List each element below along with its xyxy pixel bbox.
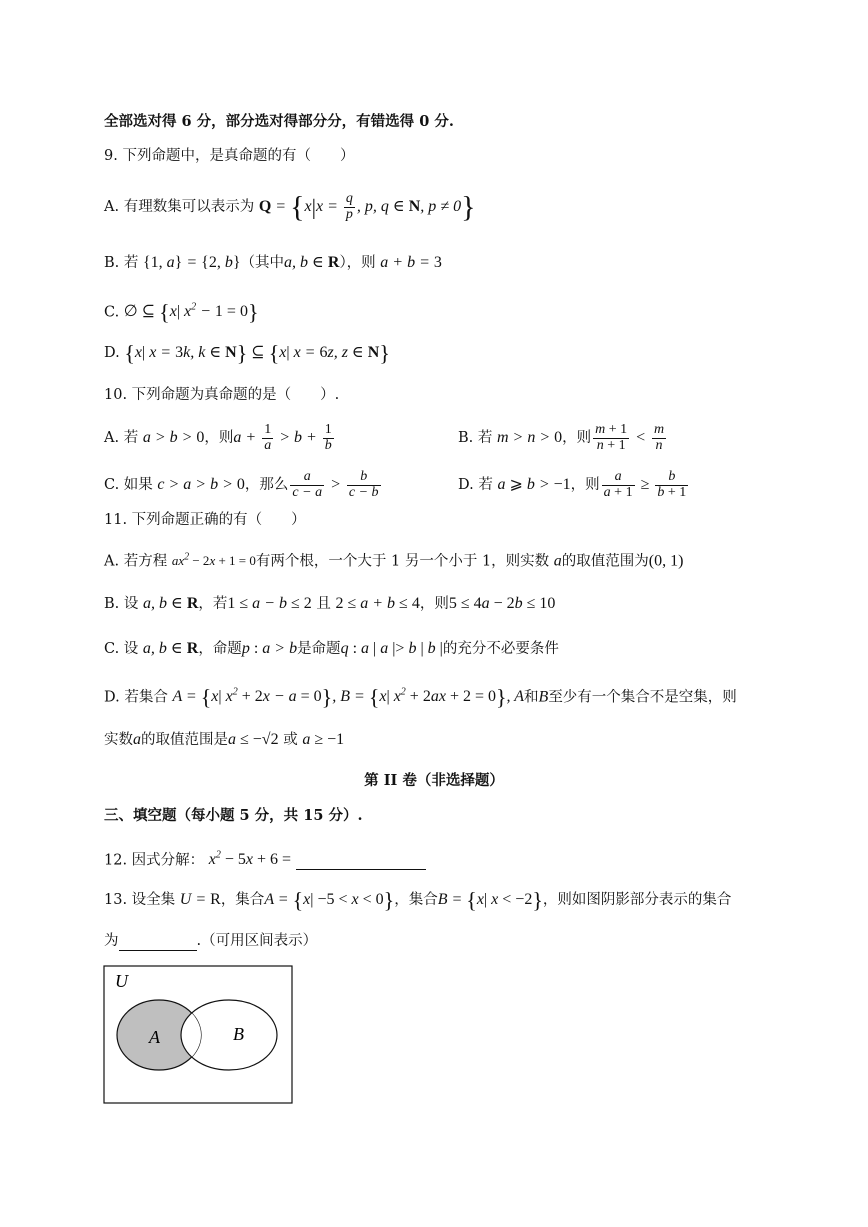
q9-b-formula1: {1, a} = {2, b}: [142, 254, 241, 271]
q11-option-b: [104, 594, 555, 614]
q11-c-vars: a, b ∈ R: [142, 640, 199, 657]
q11-d-b: B: [538, 688, 549, 706]
q11-option-d: [104, 683, 737, 708]
q10-d-formula: $\frac{a}{a + 1}$ ≥ $\frac{b}{b + 1}$: [603, 469, 687, 500]
q10-d-label: D. 若: [458, 476, 493, 493]
q11-c-end: 的充分不必要条件: [442, 641, 559, 657]
q10-c-then: ，那么: [244, 476, 289, 493]
q11-a-range: (0, 1): [648, 552, 684, 570]
q9-stem: 9. 下列命题中，是真命题的有（ ）: [104, 148, 355, 164]
q11-a-end: 的取值范围为: [561, 553, 649, 570]
q11-a-eq: $ax^2 - 2x + 1 = 0$: [171, 552, 256, 569]
venn-set-a-label: A: [149, 1027, 160, 1047]
venn-diagram: [103, 965, 295, 1105]
q9-b-mid: （其中: [240, 255, 285, 271]
q11-d-line2-range-label: 的取值范围是: [141, 732, 228, 748]
q10-option-d: [458, 470, 690, 500]
q11-option-d-line2: [104, 730, 344, 750]
q10-a-then: ，则: [204, 429, 234, 446]
q11-a-mid: 有两个根，一个大于 1 另一个小于 1，则实数: [255, 553, 550, 570]
q12: [104, 846, 426, 870]
q11-b-mid: ，若: [198, 596, 228, 612]
q10-b-formula: $\frac{m + 1}{n + 1}$ < $\frac{m}{n}$: [595, 422, 665, 453]
q11-b-end: ，则: [419, 596, 449, 612]
q10-c-formula: $\frac{a}{c - a}$ > $\frac{b}{c - b}$: [292, 469, 379, 500]
q12-answer-blank[interactable]: [296, 851, 426, 870]
q10-stem: 10. 下列命题为真命题的是（ ）.: [104, 387, 340, 403]
q11-d-mid: 和: [524, 689, 539, 706]
q11-b-label: B. 设: [104, 596, 139, 612]
q10-option-b: [458, 423, 668, 453]
q12-stem: 12. 因式分解：: [104, 852, 205, 869]
q11-b-result: 5 ≤ 4a − 2b ≤ 10: [448, 595, 556, 612]
q11-option-a: [104, 548, 683, 571]
q9-a-label: A. 有理数集可以表示为: [104, 198, 255, 215]
q10-b-label: B. 若: [458, 429, 493, 446]
q13-line2a: 为: [104, 933, 119, 949]
q9-b-mid2: ），则: [339, 255, 376, 271]
q11-a-var: a: [553, 552, 562, 570]
q13-universe: U = R: [179, 891, 221, 908]
q9-option-d: [104, 340, 390, 366]
q13-set-b-label: ，集合: [394, 892, 438, 908]
q11-c-mid: ，命题: [198, 641, 242, 657]
q11-b-mid2: 且: [316, 596, 331, 612]
q11-stem: 11. 下列命题正确的有（ ）: [104, 512, 306, 528]
q11-d-range2: a ≥ −1: [302, 731, 345, 748]
q10-d-then: ，则: [570, 476, 600, 493]
q9-b-formula2: a, b ∈ R: [284, 254, 340, 271]
q9-d-formula: {x| x = 3k, k ∈ N} ⊆ {x| x = 6z, z ∈ N}: [124, 340, 390, 366]
q9-a-formula: Q = {x|x = $\frac{q}{p}$ , p, q ∈ N, p ≠ 0}: [258, 190, 476, 224]
venn-universe-label: U: [115, 971, 128, 991]
instruction-text: 全部选对得 6 分，部分选对得部分分，有错选得 0 分.: [104, 113, 454, 130]
q11-c-q: q : a | a |> b | b |: [340, 640, 443, 657]
section-3-title: 三、填空题（每小题 5 分，共 15 分）.: [104, 807, 363, 824]
q10-b-then: ，则: [562, 429, 592, 446]
q13-stem: 13. 设全集: [104, 892, 176, 908]
q11-d-or: 或: [283, 732, 298, 748]
section-2-title: 第 II 卷（非选择题）: [364, 772, 504, 789]
q10-d-cond: a ⩾ b > −1: [497, 475, 571, 493]
q13-end: ，则如图阴影部分表示的集合: [542, 892, 732, 908]
q11-b-vars: a, b ∈ R: [142, 595, 199, 612]
q11-d-end: 至少有一个集合不是空集，则: [548, 689, 737, 706]
q11-d-range1: a ≤ −√2: [228, 731, 279, 748]
venn-set-b-label: B: [233, 1024, 244, 1044]
q10-a-cond: a > b > 0: [142, 428, 205, 446]
q9-option-a: [104, 192, 475, 222]
q11-b-ineq2: 2 ≤ a + b ≤ 4: [335, 595, 420, 612]
q10-c-label: C. 如果: [104, 476, 153, 493]
q11-d-line2-label: 实数: [104, 732, 133, 748]
q13-line2b: .（可用区间表示）: [196, 933, 318, 949]
q10-option-a: [104, 423, 336, 453]
q11-b-ineq1: 1 ≤ a − b ≤ 2: [227, 595, 312, 612]
q10-c-cond: c > a > b > 0: [157, 475, 245, 493]
q13-set-a: A = {x| −5 < x < 0}: [264, 887, 395, 913]
q13: [104, 887, 732, 913]
q13-answer-blank[interactable]: [119, 932, 197, 951]
q9-c-label: C.: [104, 304, 120, 321]
q13-set-a-label: ，集合: [220, 892, 265, 908]
q9-b-formula3: a + b = 3: [380, 254, 442, 271]
q10-option-c: [104, 470, 383, 500]
q10-b-cond: m > n > 0: [496, 428, 563, 446]
q9-option-c: [104, 298, 259, 323]
q10-a-formula: a + $\frac{1}{a}$ > b + $\frac{1}{b}$: [233, 422, 332, 453]
q11-a-label: A. 若方程: [104, 553, 168, 570]
q9-b-label: B. 若: [104, 255, 139, 271]
q9-option-b: [104, 253, 442, 273]
q11-option-c: [104, 639, 559, 659]
q11-c-p: p : a > b: [241, 640, 298, 657]
q11-c-mid2: 是命题: [297, 641, 341, 657]
q13-line2: [104, 931, 317, 951]
q13-set-b: B = {x| x < −2}: [437, 887, 543, 913]
q12-expr: $x^2 - 5x + 6$ =: [208, 850, 292, 869]
q11-d-sets: A = {x| $x^2 + 2x - a = 0$}, B = {x| $x^2 + 2ax + 2 = 0$}, A: [172, 684, 525, 710]
q11-c-label: C. 设: [104, 641, 139, 657]
q9-c-formula: ∅ ⊆ {x| $x^2 - 1 = 0$}: [123, 299, 259, 325]
q10-a-label: A. 若: [104, 429, 139, 446]
q9-d-label: D.: [104, 345, 120, 361]
q11-d-label: D. 若集合: [104, 689, 168, 706]
q11-d-line2-var: a: [133, 731, 141, 748]
